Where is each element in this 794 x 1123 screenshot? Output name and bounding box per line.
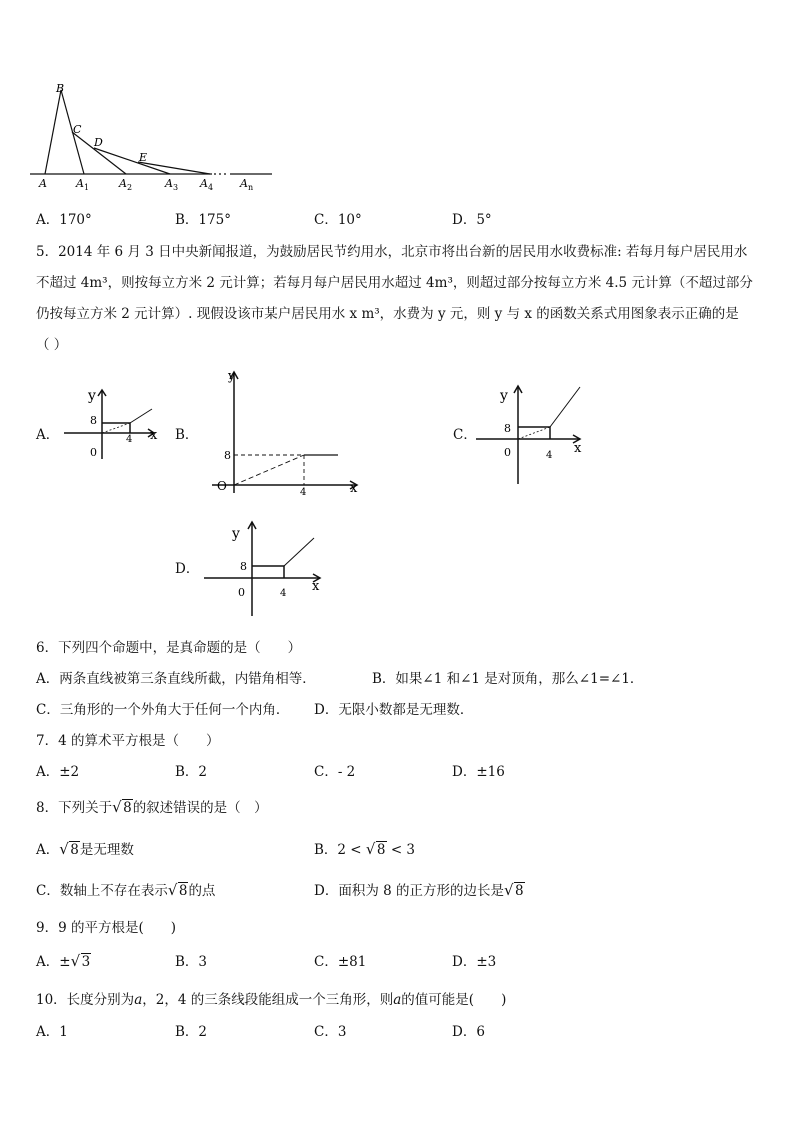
tick-8: 8 (90, 414, 97, 427)
q9-option-d[interactable]: D．±3 (452, 954, 497, 970)
q7-stem: 7．4 的算术平方根是（ ） (36, 733, 220, 749)
tick-4: 4 (300, 487, 307, 496)
axis-x-label: x (350, 481, 358, 496)
q5-graph-c (474, 382, 586, 486)
q6-option-b[interactable]: B．如果∠1 和∠1 是对顶角，那么∠1=∠1． (372, 671, 644, 687)
triangle-chain-figure (30, 78, 280, 193)
origin-label: O (217, 479, 227, 493)
label-A1: A (76, 177, 84, 190)
q10-stem: 10．长度分别为a，2，4 的三条线段能组成一个三角形，则a的值可能是( ) (36, 992, 507, 1008)
q8-stem (36, 796, 268, 816)
tick-0: 0 (238, 586, 245, 599)
q10-option-b[interactable]: B．2 (175, 1024, 208, 1040)
q5-option-c[interactable]: C． (453, 427, 477, 443)
q5-option-a[interactable]: A． (36, 427, 60, 443)
label-A3: A (165, 177, 173, 190)
label-A3-sub: 3 (173, 183, 179, 192)
q6-option-d[interactable]: D．无限小数都是无理数． (314, 702, 474, 718)
q4-option-a[interactable]: A．170° (36, 212, 92, 228)
axis-y-label: y (232, 526, 240, 542)
q5-stem-line3: 仍按每立方米 2 元计算）. 现假设该市某户居民用水 x m³，水费为 y 元，则 y 与 x 的函数关系式用图象表示正确的是 (36, 306, 739, 322)
tick-8: 8 (504, 422, 511, 435)
q8-stem-post: 的叙述错误的是（ ） (132, 800, 268, 816)
sqrt-3: √ 3 (72, 954, 92, 970)
label-A1-sub: 1 (84, 183, 90, 192)
q9-option-a[interactable]: A．±√ 3 (36, 950, 91, 970)
tick-8: 8 (224, 449, 231, 462)
axis-x-label: x (312, 579, 320, 594)
q8-option-a[interactable]: A．√ 8是无理数 (36, 838, 134, 858)
q6-stem: 6．下列四个命题中，是真命题的是（ ） (36, 640, 302, 656)
tick-4: 4 (546, 450, 553, 461)
q5-option-d[interactable]: D． (175, 561, 200, 577)
q7-option-a[interactable]: A．±2 (36, 764, 80, 780)
q10-option-d[interactable]: D．6 (452, 1024, 485, 1040)
sqrt-8: √ 8 (169, 883, 189, 899)
axis-y-label: y (500, 388, 508, 404)
q5-graph-d (202, 518, 324, 618)
q9-option-b[interactable]: B．3 (175, 954, 208, 970)
label-B: B (56, 82, 65, 95)
q8-option-d[interactable]: D．面积为 8 的正方形的边长是√ 8 (314, 879, 525, 899)
q8-option-c[interactable]: C．数轴上不存在表示√ 8的点 (36, 879, 215, 899)
label-A: A (39, 177, 47, 190)
label-A2: A (119, 177, 127, 190)
sqrt-8: √ 8 (367, 842, 387, 858)
q5-option-b[interactable]: B． (175, 427, 199, 443)
tick-0: 0 (90, 446, 97, 459)
q6-option-c[interactable]: C．三角形的一个外角大于任何一个内角． (36, 702, 290, 718)
q5-stem-line1: 5．2014 年 6 月 3 日中央新闻报道，为鼓励居民节约用水，北京市将出台新的居民用水收费标准: 若每月每户居民用水 (36, 244, 748, 260)
label-A4: A (200, 177, 208, 190)
q7-option-c[interactable]: C．- 2 (314, 764, 356, 780)
label-An-sub: n (248, 183, 254, 192)
q9-option-c[interactable]: C．±81 (314, 954, 367, 970)
q10-option-c[interactable]: C．3 (314, 1024, 347, 1040)
q4-option-b[interactable]: B．175° (175, 212, 231, 228)
q8-option-b[interactable]: B．2 < √ 8 < 3 (314, 838, 415, 858)
q9-stem: 9．9 的平方根是( ) (36, 920, 177, 936)
var-a: a (134, 992, 143, 1008)
q8-stem-pre: 8．下列关于 (36, 800, 113, 816)
tick-4: 4 (280, 588, 287, 599)
label-A2-sub: 2 (127, 183, 133, 192)
q5-graph-b (212, 368, 364, 496)
axis-x-label: x (150, 428, 158, 443)
axis-x-label: x (574, 441, 582, 456)
var-a: a (393, 992, 402, 1008)
label-C: C (73, 123, 82, 136)
q7-option-d[interactable]: D．±16 (452, 764, 505, 780)
q4-option-c[interactable]: C．10° (314, 212, 362, 228)
label-An: A (240, 177, 248, 190)
q6-option-a[interactable]: A．两条直线被第三条直线所截，内错角相等． (36, 671, 316, 687)
label-A4-sub: 4 (208, 183, 214, 192)
sqrt-8: √ 8 (505, 883, 525, 899)
axis-y-label: y (88, 388, 96, 404)
sqrt-8: √ 8 (60, 842, 80, 858)
sqrt-8: √ 8 (113, 800, 133, 816)
q5-stem-line4: （ ） (36, 337, 68, 353)
q5-stem-line2: 不超过 4m³，则按每立方米 2 元计算；若每月每户居民用水超过 4m³，则超过部分按每立方米 4.5 元计算（不超过部分 (36, 275, 753, 291)
tick-4: 4 (126, 434, 133, 445)
tick-0: 0 (504, 446, 511, 459)
q10-option-a[interactable]: A．1 (36, 1024, 68, 1040)
q7-option-b[interactable]: B．2 (175, 764, 208, 780)
q5-graph-a (62, 386, 167, 460)
label-E: E (139, 151, 148, 164)
tick-8: 8 (240, 560, 247, 573)
q4-option-d[interactable]: D．5° (452, 212, 492, 228)
axis-y-label: y (228, 369, 236, 384)
label-D: D (94, 136, 103, 149)
